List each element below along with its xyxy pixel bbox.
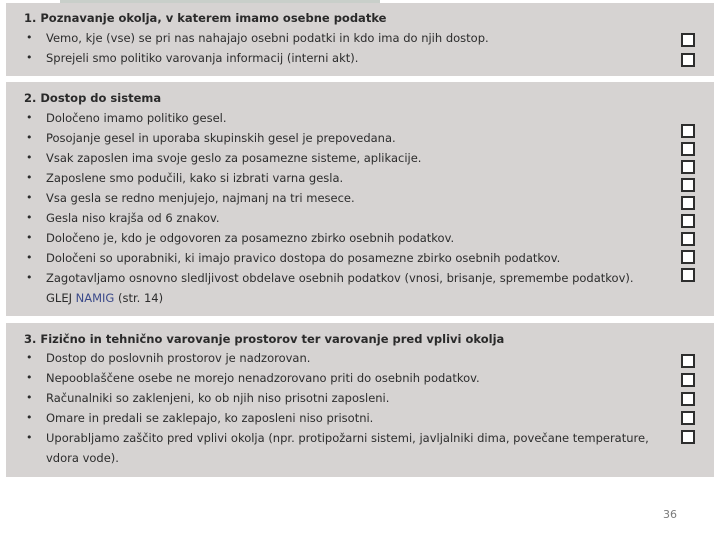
checkbox[interactable] [681, 53, 695, 67]
bullet: • [26, 131, 33, 144]
section-title: 1. Poznavanje okolja, v katerem imamo osebne podatke [24, 11, 387, 25]
section-environment [6, 3, 714, 76]
item-text: Vsak zaposlen ima svoje geslo za posamezne sisteme, aplikacije. [46, 151, 422, 165]
list-item [26, 188, 656, 208]
section-system-access [6, 82, 714, 316]
item-text: Sprejeli smo politiko varovanja informacij (interni akt). [46, 51, 359, 65]
bullet: • [26, 151, 33, 164]
list-item [26, 428, 656, 468]
checkbox[interactable] [681, 142, 695, 156]
item-text: Določeni so uporabniki, ki imajo pravico dostopa do posamezne zbirko osebnih podatkov. [46, 251, 561, 265]
list-item [26, 108, 656, 128]
list-item [26, 128, 656, 148]
item-text: Določeno imamo politiko gesel. [46, 111, 227, 125]
item-text: Določeno je, kdo je odgovoren za posamezno zbirko osebnih podatkov. [46, 231, 455, 245]
checkbox[interactable] [681, 250, 695, 264]
bullet: • [26, 51, 33, 64]
bullet: • [26, 111, 33, 124]
checkbox[interactable] [681, 196, 695, 210]
reference-note [46, 288, 163, 308]
list-item [26, 408, 656, 428]
hint-link[interactable]: NAMIG [75, 291, 115, 305]
item-text: Zaposlene smo podučili, kako si izbrati varna gesla. [46, 171, 344, 185]
list-item [26, 48, 656, 68]
page-number: 36 [663, 508, 677, 521]
item-text: Računalniki so zaklenjeni, ko ob njih niso prisotni zaposleni. [46, 391, 390, 405]
bullet: • [26, 211, 33, 224]
checkbox[interactable] [681, 124, 695, 138]
checkbox[interactable] [681, 430, 695, 444]
item-text: Dostop do poslovnih prostorov je nadzorovan. [46, 351, 311, 365]
section-title: 2. Dostop do sistema [24, 91, 162, 105]
checkbox[interactable] [681, 178, 695, 192]
list-item [26, 168, 656, 188]
checkbox[interactable] [681, 33, 695, 47]
bullet: • [26, 411, 33, 424]
bullet: • [26, 231, 33, 244]
bullet: • [26, 271, 33, 284]
section-physical-security [6, 323, 714, 477]
list-item [26, 228, 656, 248]
bullet: • [26, 171, 33, 184]
list-item [26, 348, 656, 368]
item-text: Omare in predali se zaklepajo, ko zaposleni niso prisotni. [46, 411, 374, 425]
item-text: Vemo, kje (vse) se pri nas nahajajo osebni podatki in kdo ima do njih dostop. [46, 31, 489, 45]
item-text: Gesla niso krajša od 6 znakov. [46, 211, 220, 225]
list-item [26, 148, 656, 168]
section-title: 3. Fizično in tehnično varovanje prostorov ter varovanje pred vplivi okolja [24, 332, 505, 346]
bullet: • [26, 31, 33, 44]
bullet: • [26, 251, 33, 264]
item-text: Uporabljamo zaščito pred vplivi okolja (npr. protipožarni sistemi, javljalniki dima, povečane temperature, vdora vode). [46, 431, 649, 465]
bullet: • [26, 191, 33, 204]
checkbox[interactable] [681, 160, 695, 174]
item-text: Zagotavljamo osnovno sledljivost obdelave osebnih podatkov (vnosi, brisanje, spremembe podatkov). [46, 271, 634, 285]
checkbox[interactable] [681, 392, 695, 406]
list-item [26, 388, 656, 408]
item-text: Posojanje gesel in uporaba skupinskih gesel je prepovedana. [46, 131, 396, 145]
item-text: Nepooblaščene osebe ne morejo nenadzorovano priti do osebnih podatkov. [46, 371, 480, 385]
checkbox[interactable] [681, 354, 695, 368]
checkbox[interactable] [681, 373, 695, 387]
bullet: • [26, 351, 33, 364]
checkbox[interactable] [681, 411, 695, 425]
bullet: • [26, 391, 33, 404]
checkbox[interactable] [681, 232, 695, 246]
item-text: Vsa gesla se redno menjujejo, najmanj na tri mesece. [46, 191, 355, 205]
note-prefix: GLEJ [46, 291, 72, 305]
list-item [26, 268, 656, 288]
bullet: • [26, 371, 33, 384]
list-item [26, 368, 656, 388]
checkbox[interactable] [681, 268, 695, 282]
list-item [26, 208, 656, 228]
note-suffix: (str. 14) [118, 291, 164, 305]
list-item [26, 248, 656, 268]
bullet: • [26, 431, 33, 444]
list-item [26, 28, 656, 48]
checkbox[interactable] [681, 214, 695, 228]
